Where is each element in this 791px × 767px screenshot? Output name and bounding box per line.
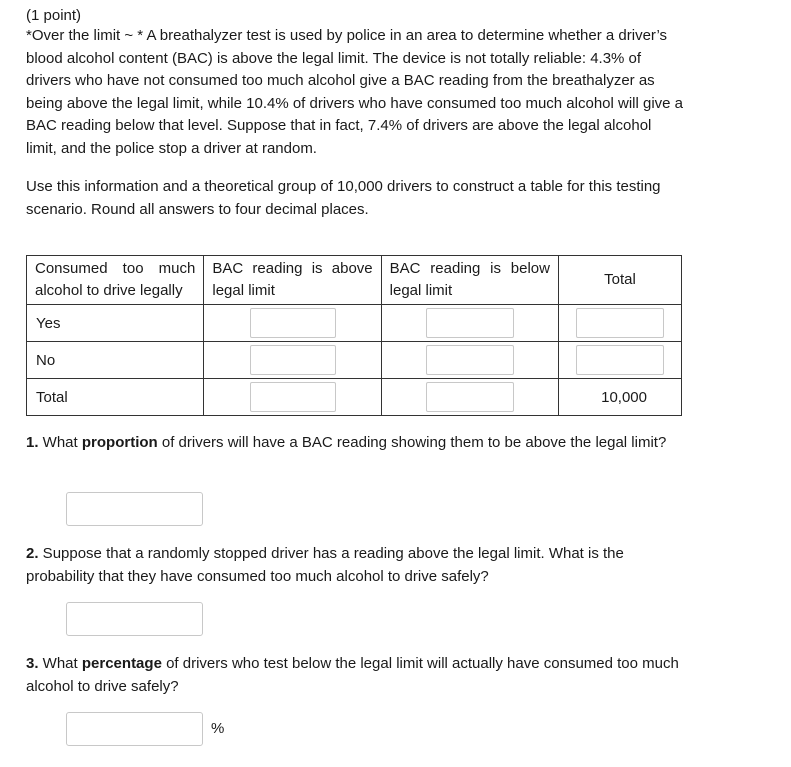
question-1 [26,432,686,455]
header-total: Total [558,256,681,305]
header-above-limit: BAC reading is above legal limit [204,256,381,305]
no-below-input[interactable] [426,345,514,375]
yes-above-input[interactable] [250,308,336,338]
total-above-input[interactable] [250,382,336,412]
question-2 [26,543,686,588]
total-below-input[interactable] [426,382,514,412]
question-3-number: 3. [26,655,39,672]
question-3-keyword: percentage [81,655,162,672]
yes-below-input[interactable] [426,308,514,338]
no-above-input[interactable] [250,345,336,375]
question-1-number: 1. [26,434,39,451]
table-row-total [27,379,682,416]
question-2-text: Suppose that a randomly stopped driver has a reading above the legal limit. What is the probability that they have consumed too much alcohol to drive safely? [26,545,624,585]
table-row-yes [27,305,682,342]
row-label-no: No [27,342,204,379]
header-below-limit: BAC reading is below legal limit [381,256,558,305]
question-3-answer-input[interactable] [66,712,203,746]
question-2-number: 2. [26,545,39,562]
table-row-no [27,342,682,379]
no-total-input[interactable] [576,345,664,375]
question-2-answer-input[interactable] [66,602,203,636]
question-1-answer-input[interactable] [66,492,203,526]
row-label-yes: Yes [27,305,204,342]
percent-suffix: % [211,720,225,737]
row-label-total: Total [27,379,204,416]
question-1-text-post: of drivers will have a BAC reading showing them to be above the legal limit? [157,434,667,451]
question-1-keyword: proportion [81,434,158,451]
question-3 [26,653,686,698]
point-value: (1 point) [26,7,82,24]
header-consumed: Consumed too much alcohol to drive legally [27,256,204,305]
grand-total-value: 10,000 [558,379,681,416]
problem-statement: *Over the limit ~ * A breathalyzer test is used by police in an area to determine whether a driver’s blood alcohol content (BAC) is above the legal limit. The device is not totally reliable: 4.3% of drivers who have not consumed too much alcohol give a BAC reading from the breathalyzer as being above the legal limit, while 10.4% of drivers who have consumed too much alcohol will give a BAC reading below that level. Suppose that in fact, 7.4% of drivers are above the legal alcohol limit, and the police stop a driver at random. [26,27,684,157]
question-1-text-pre: What [38,434,82,451]
question-3-text-post: of drivers who test below the legal limit will actually have consumed too much alcohol to drive safely? [26,655,679,695]
yes-total-input[interactable] [576,308,664,338]
instructions: Use this information and a theoretical group of 10,000 drivers to construct a table for this testing scenario. Round all answers to four decimal places. [26,178,661,218]
question-3-text-pre: What [38,655,82,672]
table-header-row [27,256,682,305]
contingency-table [26,255,682,416]
